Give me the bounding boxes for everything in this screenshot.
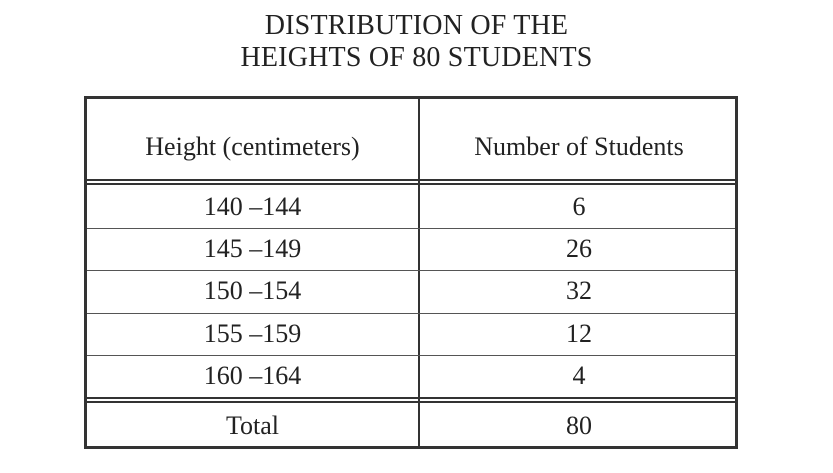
chart-title-line-2: HEIGHTS OF 80 STUDENTS — [240, 42, 593, 73]
header-divider — [87, 179, 735, 185]
total-label: Total — [225, 411, 280, 440]
header-height: Height (centimeters) — [145, 132, 360, 161]
height-range-cell: 145 –149 — [203, 234, 302, 263]
height-range-cell: 140 –144 — [203, 192, 302, 221]
header-number-of-students: Number of Students — [474, 132, 684, 161]
student-count-cell: 26 — [566, 234, 592, 263]
height-range-cell: 155 –159 — [203, 319, 302, 348]
row-divider — [87, 228, 735, 229]
total-divider — [87, 397, 735, 403]
student-count-cell: 12 — [566, 319, 592, 348]
frequency-table — [84, 96, 738, 449]
row-divider — [87, 313, 735, 314]
height-range-cell: 150 –154 — [203, 276, 302, 305]
row-divider — [87, 355, 735, 356]
height-range-cell: 160 –164 — [203, 361, 302, 390]
student-count-cell: 4 — [572, 361, 586, 390]
total-count: 80 — [566, 411, 592, 440]
student-count-cell: 32 — [566, 276, 592, 305]
student-count-cell: 6 — [572, 192, 586, 221]
chart-title-line-1: DISTRIBUTION OF THE — [264, 10, 569, 41]
row-divider — [87, 270, 735, 271]
